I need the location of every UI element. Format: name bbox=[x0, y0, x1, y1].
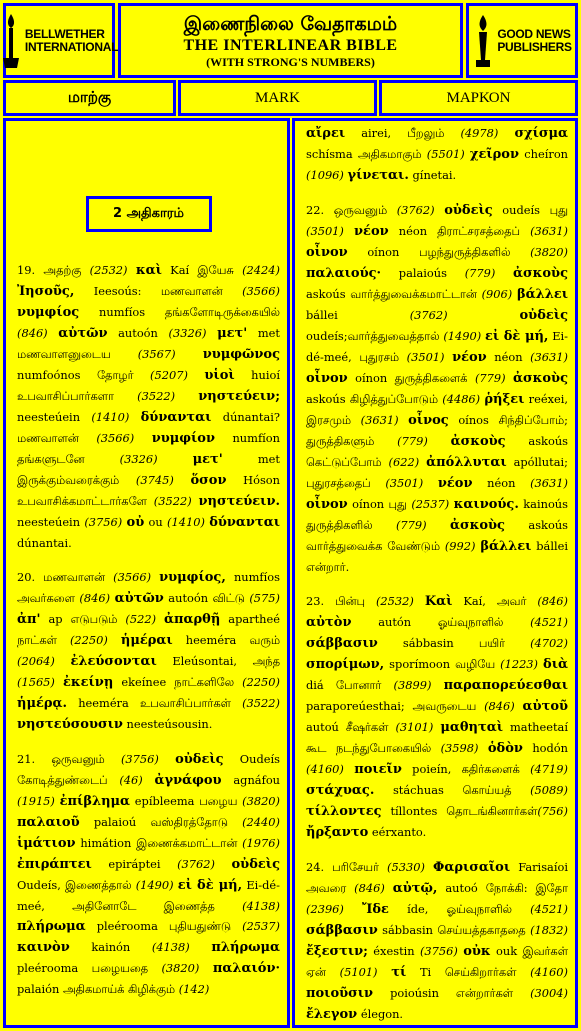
right-verses bbox=[306, 123, 568, 1025]
good-news-logo bbox=[466, 3, 578, 78]
verse-paragraph: 22. ஒருவனும் (3762) οὐδεὶς oudeís புது (3501) νέον néon திராட்சரசத்தைப் (3631) οἶνον oínon பழந்துருத்திகளில் (3820) παλαιούς· palaioús (779) ἀσκοὺς askoús வார்த்துவைக்கமாட்டான் (906) βάλλει bállei (3762) οὐδεὶς oudeís;வார்த்துவைத்தால் (1490) εἰ δὲ μή, Ei-dé-meé, புதுரசம் (3501) νέον néon (3631) οἶνον oínon துருத்திகளைக் (779) ἀσκοὺς askoús கிழித்துப்போடும் (4486) ῥήξει reéxei, இரசமும் (3631) οἶνος oínos சிந்திப்போம்; துருத்திகளும் (779) ἀσκοὺς askoús கெட்டுப்போம் (622) ἀπόλλυται apóllutai; புதுரசத்தைப் (3501) νέον néon (3631) οἶνον oínon புது (2537) καινούς. kainoús துருத்திகளில் (779) ἀσκοὺς askoús வார்த்துவைக்க வேண்டும் (992) βάλλει bállei என்றார். bbox=[306, 203, 569, 574]
subtitle: (WITH STRONG'S NUMBERS) bbox=[206, 55, 375, 69]
verse-paragraph: αἴρει airei, பீறலும் (4978) σχίσμα schísma அதிகமாகும் (5501) χεῖρον cheíron (1096) γίνεται. gínetai. bbox=[306, 126, 569, 183]
lamp-icon bbox=[0, 12, 22, 70]
logo-line-2: INTERNATIONAL bbox=[24, 39, 119, 54]
torch-icon bbox=[472, 12, 494, 70]
left-verses bbox=[17, 260, 280, 999]
title-english: THE INTERLINEAR BIBLE bbox=[183, 37, 398, 54]
logo-line-2: PUBLISHERS bbox=[497, 39, 572, 54]
logo-line-1: BELLWETHER bbox=[24, 26, 105, 41]
verse-paragraph: 23. பின்பு (2532) Καὶ Kaí, அவர் (846) αὐτὸν autón ஓய்வுநாளில் (4521) σάββασιν sábbasin பயிர் (4702) σπορίμων, sporímoon வழியே (1223) διὰ diá போனார் (3899) παραπορεύεσθαι paraporeúesthai; அவருடைய (846) αὐτοῦ autoú சீஷர்கள் (3101) μαθηταὶ matheetaí கூட நடந்துபோகையில் (3598) ὁδὸν hodón (4160) ποιεῖν poieín, கதிர்களைக் (4719) στάχυας. stáchuas கொய்யத் (5089) τίλλοντες tíllontes தொடங்கினார்கள்(756) ἤρξαντο eérxanto. bbox=[306, 594, 569, 840]
bellwether-logo bbox=[3, 3, 119, 78]
title-tamil: இணைநிலை வேதாகமம் bbox=[183, 13, 398, 35]
title-box bbox=[118, 3, 463, 78]
verse-paragraph: 20. மணவாளன் (3566) νυμφίος, numfíos அவர்களை (846) αὐτῶν autoón விட்டு (575) ἀπ' ap எடுபடும் (522) ἀπαρθῇ apartheé நாட்கள் (2250) ἡμέραι heeméra வரும் (2064) ἐλεύσονται Eleúsontai, அந்த (1565) ἐκείνῃ ekeínee நாட்களிலே (2250) ἡμέρᾳ. heeméra உபவாசிப்பார்கள் (3522) νηστεύσουσιν neesteúsousin. bbox=[17, 570, 281, 732]
chapter-heading: 2 அதிகாரம் bbox=[86, 196, 212, 232]
book-name-greek: ΜΑΡΚΟΝ bbox=[379, 80, 578, 116]
book-name-tamil: மாற்கு bbox=[3, 80, 176, 116]
logo-line-1: GOOD NEWS bbox=[497, 26, 571, 41]
left-column bbox=[3, 118, 290, 1028]
book-name-english: MARK bbox=[178, 80, 377, 116]
verse-paragraph: 24. பரிசேயர் (5330) Φαρισαῖοι Farisaíoi அவரை (846) αὐτῷ, autoó நோக்கி: இதோ (2396) Ἴδε íde, ஓய்வுநாளில் (4521) σάββασιν sábbasin செய்யத்தகாததை (1832) ἔξεστιν; éxestin (3756) οὐκ ouk இவர்கள் ஏன் (5101) τί Ti செய்கிறார்கள் (4160) ποιοῦσιν poioúsin என்றார்கள் (3004) ἔλεγον élegon. bbox=[306, 860, 568, 1022]
right-column bbox=[292, 118, 578, 1028]
verse-paragraph: 21. ஒருவனும் (3756) οὐδεὶς Oudeís கோடித்துண்டைப் (46) ἀγνάφου agnáfou (1915) ἐπίβλημα epíbleema பழைய (3820) παλαιοῦ palaioú வஸ்திரத்தோடு (2440) ἱμάτιον himátion இணைக்கமாட்டான் (1976) ἐπιράπτει epiráptei (3762) οὐδεὶς Oudeís, இணைத்தால் (1490) εἰ δὲ μή, Ei-dé-meé, அதினோடே இணைத்த (4138) πλήρωμα pleérooma புதியதுண்டு (2537) καινὸν kainón (4138) πλήρωμα pleérooma பழையதை (3820) παλαιόν· palaión அதிகமாய்க் கிழிக்கும் (142) bbox=[17, 752, 281, 996]
verse-paragraph: 19. அதற்கு (2532) καὶ Kaí இயேசு (2424) Ἰησοῦς, Ieesoús: மணவாளன் (3566) νυμφίος numfíos தங்களோடிருக்கையில் (846) αὐτῶν autoón (3326) μετ' met மணவாளனுடைய (3567) νυμφῶνος numfoónos தோழர் (5207) υἱοὶ huioí உபவாசிப்பார்களா (3522) νηστεύειν; neesteúein (1410) δύνανται dúnantai? மணவாளன் (3566) νυμφίον numfíon தங்களுடனே (3326) μετ' met இருக்கும்வரைக்கும் (3745) ὅσον Hóson உபவாசிக்கமாட்டார்களே (3522) νηστεύειν. neesteúein (3756) οὐ ou (1410) δύνανται dúnantai. bbox=[17, 263, 281, 550]
